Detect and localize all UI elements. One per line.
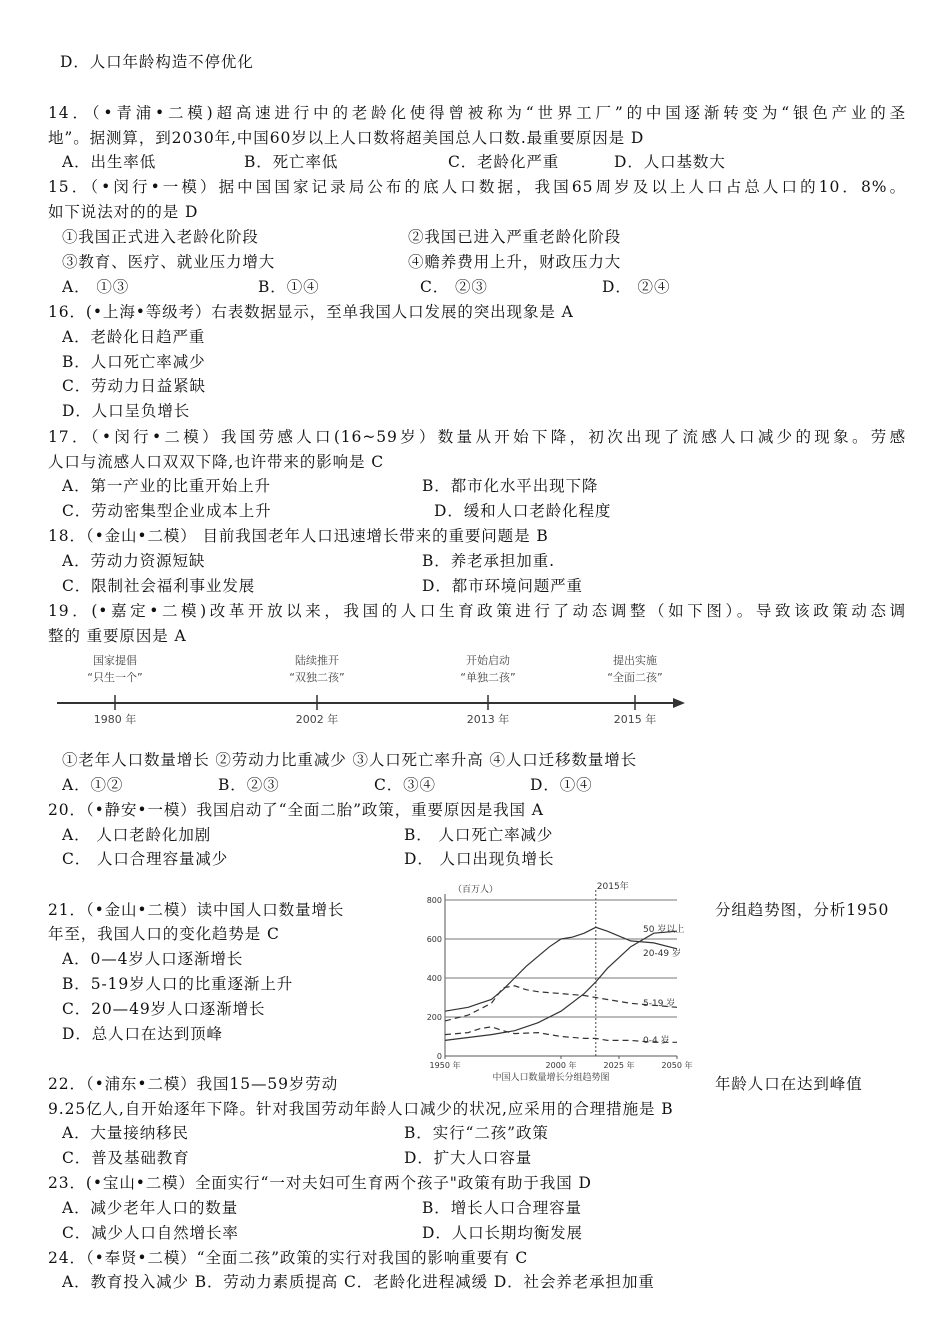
timeline-year-2: 2002 年 bbox=[295, 713, 339, 726]
q23-stem: 23．(•宝山•二模）全面实行“一对夫妇可生育两个孩子"政策有助于我国 D bbox=[48, 1174, 592, 1192]
q19-stem-line2: 整的 重要原因是 A bbox=[48, 627, 187, 645]
chart-x-tick-label: 1950 年 bbox=[429, 1061, 461, 1070]
chart-y-tick-label: 200 bbox=[426, 1013, 442, 1022]
q15-option-a: A． ①③ bbox=[62, 278, 130, 296]
chart-series-label: 50 岁以上 bbox=[643, 925, 685, 935]
q17-stem-line1: 17．（•闵行•二模）我国劳感人口(16~59岁）数量从开始下降，初次出现了流感人口减少的现象。劳感 bbox=[48, 428, 906, 446]
q15-item-4: ④赡养费用上升，财政压力大 bbox=[408, 253, 622, 271]
chart-annotation-2015: 2015年 bbox=[596, 882, 629, 892]
chart-title: 中国人口数量增长分组趋势图 bbox=[492, 1073, 610, 1083]
timeline-top-1: 国家提倡 bbox=[93, 654, 137, 667]
q18-option-d: D．都市环境问题严重 bbox=[422, 577, 583, 595]
q16-option-d: D．人口呈负增长 bbox=[62, 402, 191, 420]
timeline-policy-3: “单独二孩” bbox=[460, 671, 516, 684]
q22-option-a: A．大量接纳移民 bbox=[62, 1124, 189, 1142]
q15-stem-line2: 如下说法对的的是 D bbox=[48, 203, 199, 221]
population-trend-chart bbox=[405, 876, 715, 1088]
q14-stem-line2: 地”。据测算，到2030年,中国60岁以上人口数将超美国总人口数.最重要原因是 D bbox=[48, 129, 645, 147]
q20-option-c: C． 人口合理容量减少 bbox=[62, 850, 229, 868]
q15-item-2: ②我国已进入严重老龄化阶段 bbox=[408, 228, 622, 246]
q19-option-a: A．①② bbox=[62, 776, 124, 794]
q22-option-b: B．实行“二孩”政策 bbox=[404, 1124, 549, 1142]
q17-option-b: B．都市化水平出现下降 bbox=[422, 477, 599, 495]
q23-option-b: B．增长人口合理容量 bbox=[422, 1199, 582, 1217]
timeline-year-3: 2013 年 bbox=[466, 713, 510, 726]
q21-option-b: B．5-19岁人口的比重逐渐上升 bbox=[62, 975, 294, 993]
q18-stem: 18．（•金山•二模） 目前我国老年人口迅速增长带来的重要问题是 B bbox=[48, 527, 549, 545]
q22-stem-line1b: 年龄人口在达到峰值 bbox=[715, 1075, 863, 1093]
q14-option-b: B．死亡率低 bbox=[244, 153, 339, 171]
chart-y-tick-label: 600 bbox=[426, 935, 442, 944]
q17-option-d: D．缓和人口老龄化程度 bbox=[434, 502, 612, 520]
chart-y-tick-label: 800 bbox=[426, 896, 442, 905]
q22-stem-line1a: 22．（•浦东•二模）我国15—59岁劳动 bbox=[48, 1075, 339, 1093]
q21-stem-line2: 年至，我国人口的变化趋势是 C bbox=[48, 925, 280, 943]
q19-items: ①老年人口数量增长 ②劳动力比重减少 ③人口死亡率升高 ④人口迁移数量增长 bbox=[62, 751, 638, 769]
q15-item-1: ①我国正式进入老龄化阶段 bbox=[62, 228, 259, 246]
q15-option-c: C． ②③ bbox=[420, 278, 488, 296]
q24-stem: 24．（•奉贤•二模）“全面二孩”政策的实行对我国的影响重要有 C bbox=[48, 1249, 529, 1267]
timeline-top-2: 陆续推开 bbox=[295, 654, 339, 667]
q17-stem-line2: 人口与流感人口双双下降,也许带来的影响是 C bbox=[48, 453, 385, 471]
q20-stem: 20．（•静安•一模）我国启动了“全面二胎”政策，重要原因是我国 A bbox=[48, 801, 544, 819]
q19-option-c: C．③④ bbox=[374, 776, 436, 794]
q13-option-d: D．人口年龄构造不停优化 bbox=[60, 53, 254, 71]
q14-stem-line1: 14．（•青浦•二模)超高速进行中的老龄化使得曾被称为“世界工厂”的中国逐渐转变为“银色产业的圣 bbox=[48, 104, 906, 122]
q19-stem-line1: 19．(•嘉定•二模)改革开放以来，我国的人口生育政策进行了动态调整（如下图）。导致该政策动态调 bbox=[48, 602, 906, 620]
q18-option-b: B．养老承担加重. bbox=[422, 552, 555, 570]
q14-option-d: D．人口基数大 bbox=[614, 153, 726, 171]
q15-option-b: B．①④ bbox=[258, 278, 320, 296]
chart-y-axis-title: （百万人） bbox=[453, 885, 499, 895]
q23-option-a: A．减少老年人口的数量 bbox=[62, 1199, 239, 1217]
q14-option-c: C．老龄化严重 bbox=[448, 153, 560, 171]
q17-option-c: C．劳动密集型企业成本上升 bbox=[62, 502, 272, 520]
chart-series-label: 0-4 岁 bbox=[643, 1036, 670, 1046]
q22-option-c: C．普及基础教育 bbox=[62, 1149, 190, 1167]
timeline-year-4: 2015 年 bbox=[613, 713, 657, 726]
q21-stem-line1b: 分组趋势图，分析1950 bbox=[715, 901, 890, 919]
q18-option-c: C．限制社会福利事业发展 bbox=[62, 577, 256, 595]
q19-option-b: B．②③ bbox=[218, 776, 280, 794]
q19-option-d: D．①④ bbox=[530, 776, 593, 794]
timeline-policy-4: “全面二孩” bbox=[607, 671, 663, 684]
q21-option-a: A．0—4岁人口逐渐增长 bbox=[62, 950, 244, 968]
timeline-top-3: 开始启动 bbox=[466, 654, 510, 667]
q18-option-a: A．劳动力资源短缺 bbox=[62, 552, 206, 570]
q16-option-c: C．劳动力日益紧缺 bbox=[62, 377, 206, 395]
q20-option-a: A． 人口老龄化加剧 bbox=[62, 826, 212, 844]
q21-option-c: C．20—49岁人口逐渐增长 bbox=[62, 1000, 266, 1018]
q23-option-c: C．减少人口自然增长率 bbox=[62, 1224, 239, 1242]
chart-y-tick-label: 400 bbox=[426, 974, 442, 983]
q21-option-d: D．总人口在达到顶峰 bbox=[62, 1025, 223, 1043]
q15-item-3: ③教育、医疗、就业压力增大 bbox=[62, 253, 276, 271]
q20-option-d: D． 人口出现负增长 bbox=[404, 850, 555, 868]
chart-x-tick-label: 2025 年 bbox=[603, 1061, 635, 1070]
q14-option-a: A．出生率低 bbox=[62, 153, 157, 171]
q20-option-b: B． 人口死亡率减少 bbox=[404, 826, 554, 844]
timeline-year-1: 1980 年 bbox=[93, 713, 137, 726]
q23-option-d: D．人口长期均衡发展 bbox=[422, 1224, 583, 1242]
policy-timeline bbox=[55, 650, 695, 730]
timeline-policy-1: “只生一个” bbox=[87, 671, 143, 684]
q22-stem-line2: 9.25亿人,自开始逐年下降。针对我国劳动年龄人口减少的状况,应采用的合理措施是 B bbox=[48, 1100, 674, 1118]
timeline-policy-2: “双独二孩” bbox=[289, 671, 345, 684]
q17-option-a: A．第一产业的比重开始上升 bbox=[62, 477, 271, 495]
q15-option-d: D． ②④ bbox=[602, 278, 671, 296]
chart-series-label: 5-19 岁 bbox=[643, 999, 676, 1009]
q22-option-d: D．扩大人口容量 bbox=[404, 1149, 533, 1167]
q15-stem-line1: 15．（•闵行•一模）据中国国家记录局公布的底人口数据，我国65周岁及以上人口占总人口的10．8%。 bbox=[48, 178, 906, 196]
q16-option-b: B．人口死亡率减少 bbox=[62, 353, 206, 371]
chart-y-tick-label: 0 bbox=[436, 1052, 442, 1061]
q21-stem-line1a: 21．（•金山•二模）读中国人口数量增长 bbox=[48, 901, 345, 919]
chart-x-tick-label: 2000 年 bbox=[545, 1061, 577, 1070]
chart-series-line bbox=[445, 931, 677, 1040]
timeline-top-4: 提出实施 bbox=[613, 654, 657, 667]
q16-stem: 16．(•上海•等级考）右表数据显示，至单我国人口发展的突出现象是 A bbox=[48, 303, 574, 321]
chart-x-tick-label: 2050 年 bbox=[661, 1061, 693, 1070]
chart-series-label: 20-49 岁 bbox=[643, 949, 682, 959]
q24-options: A．教育投入减少 B．劳动力素质提高 C．老龄化进程减缓 D．社会养老承担加重 bbox=[62, 1273, 655, 1291]
q16-option-a: A．老龄化日趋严重 bbox=[62, 328, 206, 346]
